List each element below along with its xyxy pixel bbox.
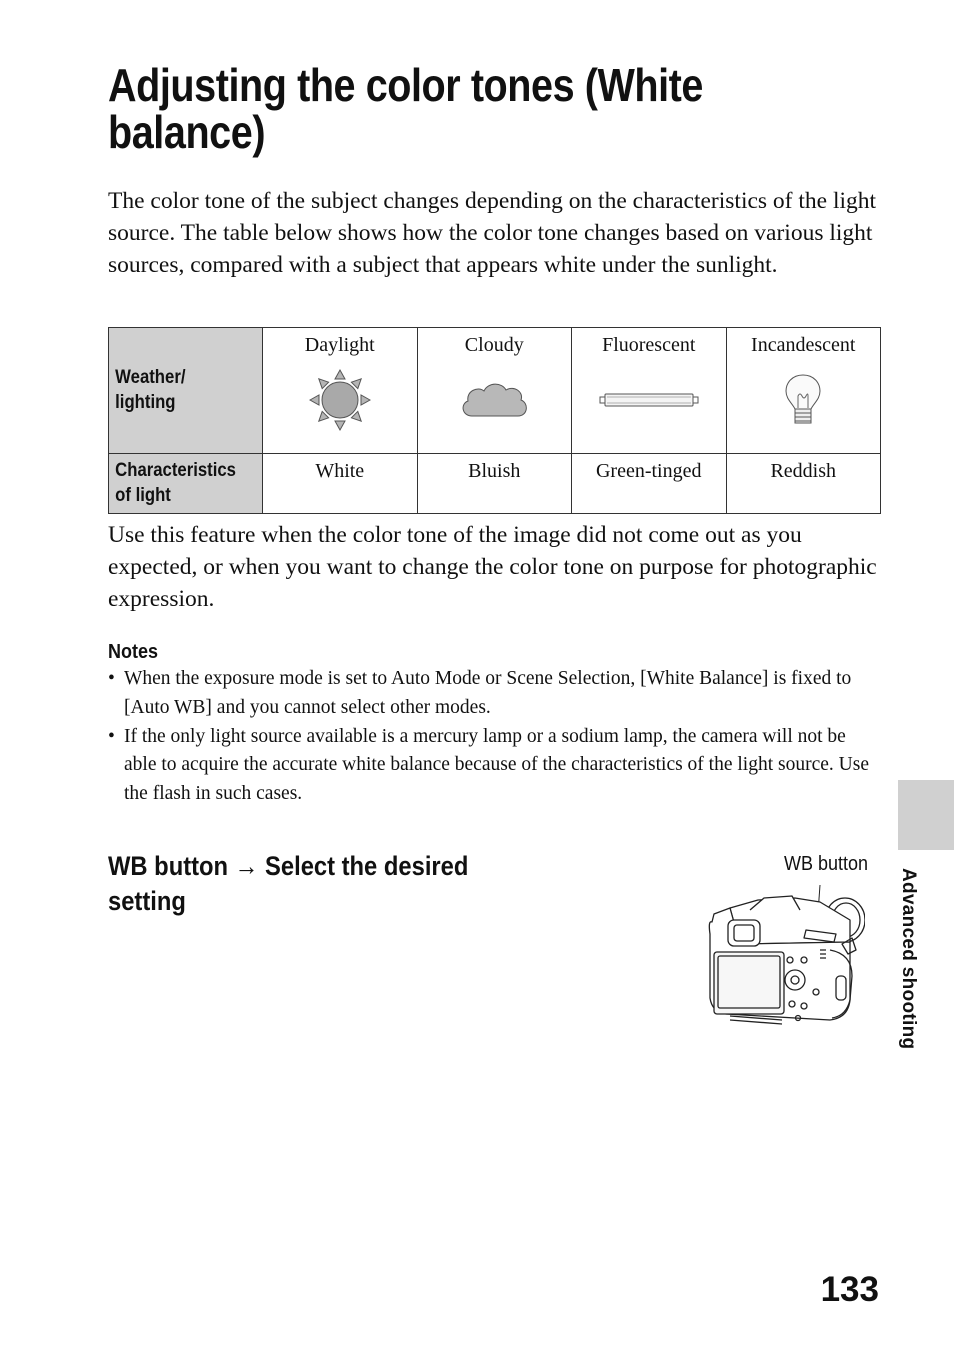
page-title-line-2: balance) <box>108 106 266 158</box>
cell-fluorescent <box>572 328 727 454</box>
characteristic-label: Bluish <box>468 459 521 482</box>
lighting-label: Fluorescent <box>602 334 696 356</box>
sun-icon <box>263 365 417 435</box>
cell-incandescent <box>726 328 881 454</box>
note-item: • When the exposure mode is set to Auto Mode or Scene Selection, [White Balance] is fixed to [Auto WB] and you cannot select other modes. <box>108 665 883 723</box>
cloud-icon <box>418 365 572 435</box>
cell-white <box>263 453 418 513</box>
light-bulb-icon <box>727 365 881 435</box>
intro-paragraph: The color tone of the subject changes depending on the characteristics of the light source. The table below shows how the color tone changes based on various light sources, compared with a subject that appears white under the sunlight. <box>108 188 877 278</box>
section-heading: WB button → Select the desired setting <box>108 851 469 916</box>
cell-reddish <box>726 453 881 513</box>
row-header-weather-lighting <box>109 328 263 454</box>
characteristic-label: Reddish <box>770 459 837 482</box>
note-item: • If the only light source available is a mercury lamp or a sodium lamp, the camera will not be able to acquire the accurate white balance because of the characteristics of the light source. Use the flash in such cases. <box>108 723 883 809</box>
side-section-label: Advanced shooting <box>898 868 919 1050</box>
lighting-label: Daylight <box>304 334 375 356</box>
fluorescent-tube-icon <box>572 365 726 435</box>
table-row <box>109 328 881 454</box>
lighting-label: Cloudy <box>464 334 524 356</box>
white-balance-table <box>108 327 881 514</box>
cell-green-tinged <box>572 453 727 513</box>
table-row <box>109 453 881 513</box>
usage-paragraph: Use this feature when the color tone of the image did not come out as you expected, or when you want to change the color tone on purpose for photographic expression. <box>108 522 877 612</box>
notes-heading: Notes <box>108 641 159 663</box>
characteristic-label: White <box>315 459 365 482</box>
cell-daylight <box>263 328 418 454</box>
characteristic-label: Green-tinged <box>595 459 702 482</box>
cell-cloudy <box>417 328 572 454</box>
page-title <box>108 59 779 158</box>
camera-illustration <box>700 880 865 1045</box>
lighting-label: Incandescent <box>751 334 856 356</box>
page-title-line-1: Adjusting the color tones (White <box>108 59 703 111</box>
page-number: 133 <box>820 1270 879 1309</box>
notes-list <box>108 665 883 809</box>
section-tab <box>898 780 954 850</box>
row-header-label: Weather/ lighting <box>115 367 186 414</box>
row-header-characteristics <box>109 453 263 513</box>
cell-bluish <box>417 453 572 513</box>
wb-button-callout-label: WB button <box>784 853 869 875</box>
row-header-label: Characteristics of light <box>115 460 236 507</box>
